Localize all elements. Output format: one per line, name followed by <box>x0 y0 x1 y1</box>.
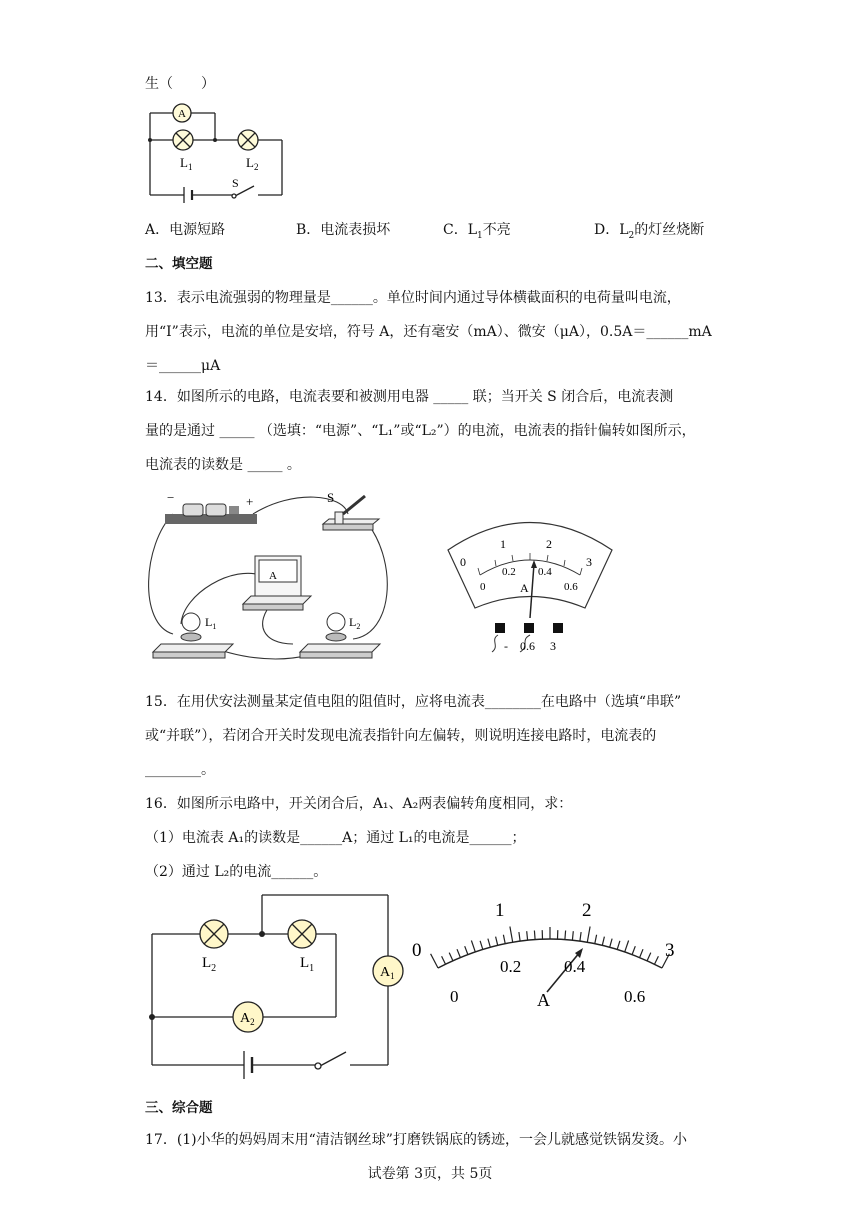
q15-line1: 15．在用伏安法测量某定值电阻的阻值时，应将电流表________在电路中（选填“串联” <box>145 694 682 710</box>
q15-line3: ________。 <box>145 762 215 778</box>
q13-line1: 13．表示电流强弱的物理量是______。单位时间内通过导体横截面积的电荷量叫电流， <box>145 290 681 306</box>
q13-line3: ＝______μA <box>145 358 221 374</box>
q16-dial-top-0: 0 <box>412 940 422 961</box>
q14-lamp2-label: $L_2$ <box>349 615 361 631</box>
q14-meter-unit: A <box>269 570 277 582</box>
q12-circuit-diagram <box>140 95 290 210</box>
page-footer: 试卷第 3页，共 5页 <box>367 1166 493 1182</box>
q16-lamp2-label: $L_2$ <box>202 955 217 974</box>
q16-dial-tick <box>503 935 505 944</box>
q16-dial-bottom-0: 0 <box>450 987 459 1006</box>
q16-dial-tick <box>625 941 629 952</box>
q14-terminal-minus: - <box>504 639 508 653</box>
q16-lamp1-label: $L_1$ <box>300 955 315 974</box>
q16-dial-tick <box>431 954 438 968</box>
q14-dial-bottom-2: 0.4 <box>538 566 552 578</box>
q12-lamp2-label: $L_2$ <box>246 155 259 172</box>
q16-dial-tick <box>496 937 498 946</box>
q12-option-a: A．电源短路 <box>145 222 226 238</box>
q14-battery-plus: + <box>246 494 254 509</box>
q16-dial-tick <box>465 946 468 954</box>
q16-ammeter-dial <box>410 890 690 1010</box>
q14-battery-minus: − <box>167 490 175 505</box>
q14-line1: 14．如图所示的电路，电流表要和被测用电器 _____ 联；当开关 S 闭合后，电流表测 <box>145 389 674 405</box>
q16-circuit-diagram <box>140 890 410 1090</box>
q14-terminal-3: 3 <box>550 639 556 653</box>
q16-dial-tick <box>640 949 643 957</box>
q16-dial-top-2: 2 <box>582 900 592 921</box>
q16-dial-tick <box>655 956 659 964</box>
q16-dial-tick <box>572 931 573 940</box>
q16-dial-tick <box>602 937 604 946</box>
q16-dial-bottom-3: 0.6 <box>624 987 646 1006</box>
q16-dial-tick <box>587 927 590 943</box>
q16-dial-tick <box>449 953 453 961</box>
q16-line3: （2）通过 L₂的电流______。 <box>145 864 328 880</box>
q16-dial-tick <box>527 931 528 940</box>
q16-dial-unit: A <box>537 990 550 1010</box>
q12-lamp1-label: $L_1$ <box>180 155 193 172</box>
q16-dial-bottom-1: 0.2 <box>500 957 522 976</box>
q12-tail: 生（ ） <box>145 76 215 92</box>
q16-a2-label: $A_2$ <box>240 1011 255 1027</box>
q16-a1-label: $A_1$ <box>380 965 395 981</box>
q16-line1: 16．如图所示电路中，开关闭合后，A₁、A₂两表偏转角度相同，求： <box>145 796 573 812</box>
q16-dial-tick <box>617 941 620 950</box>
q16-dial-tick <box>442 956 446 964</box>
q12-option-c: C．$L_1$不亮 <box>443 222 511 241</box>
q16-dial-tick <box>534 931 535 940</box>
q16-dial-top-3: 3 <box>665 940 675 961</box>
q14-dial-bottom-0: 0 <box>480 581 486 593</box>
q16-dial-tick <box>471 941 475 952</box>
q14-dial-bottom-1: 0.2 <box>502 566 516 578</box>
q16-dial-tick <box>610 939 612 948</box>
q15-line2: 或“并联”），若闭合开关时发现电流表指针向左偏转，则说明连接电路时，电流表的 <box>145 728 657 744</box>
q14-terminal-06: 0.6 <box>520 639 535 653</box>
q12-switch-label: S <box>232 176 239 190</box>
section-comprehensive-title: 三、综合题 <box>145 1100 213 1116</box>
q14-ammeter-dial <box>440 500 620 660</box>
q16-dial-tick <box>580 932 581 941</box>
q14-dial-top-0: 0 <box>460 555 466 569</box>
q14-line3: 电流表的读数是 _____ 。 <box>145 457 301 473</box>
q16-dial-tick <box>510 927 513 943</box>
q13-line2: 用“I”表示，电流的单位是安培，符号 A，还有毫安（mA）、微安（μA），0.5A＝______mA <box>145 324 712 340</box>
q14-line2: 量的是通过 _____ （选填：“电源”、“L₁”或“L₂”）的电流，电流表的指针偏转如图所示， <box>145 423 696 439</box>
q16-dial-tick <box>632 946 635 954</box>
q12-option-d: D．$L_2$的灯丝烧断 <box>594 222 705 241</box>
q16-dial-tick <box>457 949 460 957</box>
q16-dial-tick <box>519 932 520 941</box>
q14-dial-top-3: 3 <box>586 555 592 569</box>
q14-dial-bottom-3: 0.6 <box>564 581 578 593</box>
q16-dial-tick <box>565 931 566 940</box>
q14-dial-top-2: 2 <box>546 537 552 551</box>
q16-dial-tick <box>647 953 651 961</box>
q14-dial-unit: A <box>520 581 529 595</box>
q12-option-b: B．电流表损坏 <box>296 222 391 238</box>
q16-dial-tick <box>480 941 483 950</box>
q17-line1: 17．(1)小华的妈妈周末用“清洁钢丝球”打磨铁锅底的锈迹，一会儿就感觉铁锅发烫。小 <box>145 1132 687 1148</box>
q16-dial-tick <box>595 935 597 944</box>
q14-physical-circuit <box>143 484 395 670</box>
section-fill-in-title: 二、填空题 <box>145 256 213 272</box>
q12-ammeter-label: A <box>178 108 186 120</box>
q16-line2: （1）电流表 A₁的读数是______A；通过 L₁的电流是______； <box>145 830 526 846</box>
q14-switch-label: S <box>327 490 335 505</box>
q14-lamp1-label: $L_1$ <box>205 615 217 631</box>
q16-dial-bottom-2: 0.4 <box>564 957 586 976</box>
q16-dial-tick <box>488 939 490 948</box>
q14-dial-top-1: 1 <box>500 537 506 551</box>
q16-dial-top-1: 1 <box>495 900 505 921</box>
